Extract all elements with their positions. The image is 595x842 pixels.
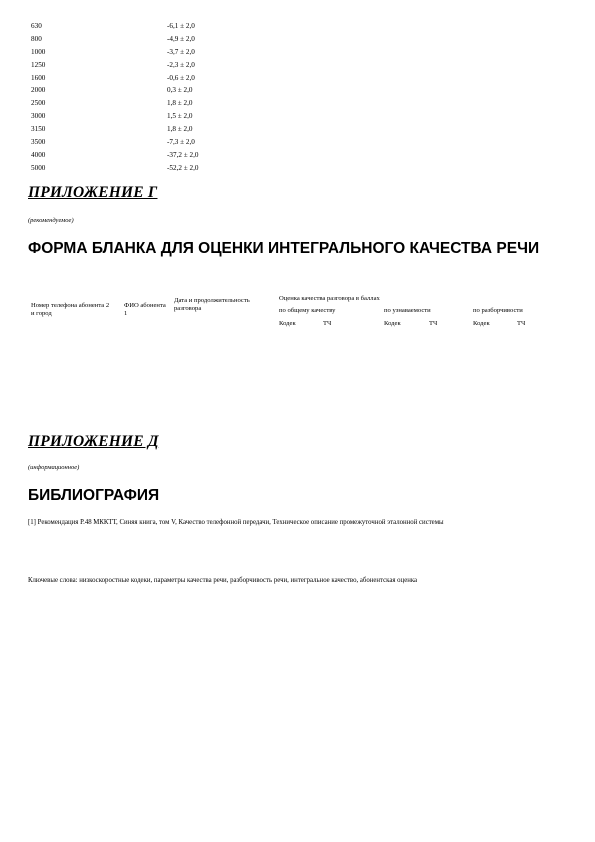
freq-row — [31, 110, 291, 123]
correction-value: -37,2 ± 2,0 — [167, 150, 199, 159]
freq-row — [31, 20, 291, 33]
recognizability-codec: Кодек — [384, 320, 401, 327]
recognizability-tch: ТЧ — [429, 320, 438, 327]
intelligibility-tch: ТЧ — [517, 320, 526, 327]
correction-value: 0,3 ± 2,0 — [167, 86, 193, 95]
freq-row — [31, 136, 291, 149]
freq-value: 2000 — [31, 86, 46, 95]
freq-row — [31, 84, 291, 97]
freq-value: 3500 — [31, 138, 46, 147]
annex-d-subtitle: (информационное) — [28, 464, 80, 471]
header-name: ФИО абонента 1 — [124, 302, 166, 317]
freq-value: 3150 — [31, 125, 46, 134]
correction-value: -7,3 ± 2,0 — [167, 138, 195, 147]
annex-d-title: ПРИЛОЖЕНИЕ Д — [28, 433, 159, 450]
header-score-group: Оценка качества разговора в баллах — [279, 295, 380, 302]
correction-value: -0,6 ± 2,0 — [167, 73, 195, 82]
freq-row — [31, 162, 291, 175]
keywords: Ключевые слова: низкоскоростные кодеки, параметры качества речи, разборчивость речи, интегральное качество, абонентская оценка — [28, 577, 418, 584]
correction-value: 1,8 ± 2,0 — [167, 99, 193, 108]
freq-value: 1600 — [31, 73, 46, 82]
freq-value: 630 — [31, 22, 42, 30]
correction-value: 1,8 ± 2,0 — [167, 125, 193, 134]
subheader-recognizability: по узнаваемости — [384, 307, 431, 314]
annex-g-subtitle: (рекомендуемое) — [28, 217, 74, 224]
overall-codec: Кодек — [279, 320, 296, 327]
subheader-intelligibility: по разборчивости — [473, 307, 523, 314]
freq-row — [31, 46, 291, 59]
freq-value: 3000 — [31, 112, 46, 121]
correction-value: -4,9 ± 2,0 — [167, 34, 195, 43]
annex-g-title: ПРИЛОЖЕНИЕ Г — [28, 184, 158, 201]
correction-value: -3,7 ± 2,0 — [167, 47, 195, 56]
freq-row — [31, 59, 291, 72]
correction-value: -52,2 ± 2,0 — [167, 163, 199, 172]
freq-value: 2500 — [31, 99, 46, 108]
header-date: Дата и продолжительность разговора — [174, 297, 250, 312]
freq-value: 4000 — [31, 150, 46, 159]
freq-value: 1000 — [31, 47, 46, 56]
frequency-table — [31, 20, 291, 175]
freq-row — [31, 149, 291, 162]
header-phone: Номер телефона абонента 2 и город — [31, 302, 110, 317]
freq-row — [31, 123, 291, 136]
correction-value: 1,5 ± 2,0 — [167, 112, 193, 121]
freq-row — [31, 97, 291, 110]
intelligibility-codec: Кодек — [473, 320, 490, 327]
annex-g-heading: ФОРМА БЛАНКА ДЛЯ ОЦЕНКИ ИНТЕГРАЛЬНОГО КАЧЕСТВА РЕЧИ — [28, 240, 540, 257]
freq-value: 5000 — [31, 163, 46, 172]
correction-value: -2,3 ± 2,0 — [167, 60, 195, 69]
bibliography-reference: [1] Рекомендация P.48 МККТТ, Синяя книга, том V, Качество телефонной передачи, Техническое описание промежуточной эталонной системы — [28, 519, 444, 526]
subheader-overall: по общему качеству — [279, 307, 336, 314]
freq-value: 800 — [31, 34, 42, 43]
freq-row — [31, 72, 291, 85]
overall-tch: ТЧ — [323, 320, 332, 327]
freq-value: 1250 — [31, 60, 46, 69]
annex-d-heading: БИБЛИОГРАФИЯ — [28, 487, 160, 504]
correction-value: -6,1 ± 2,0 — [167, 22, 195, 30]
freq-row — [31, 33, 291, 46]
